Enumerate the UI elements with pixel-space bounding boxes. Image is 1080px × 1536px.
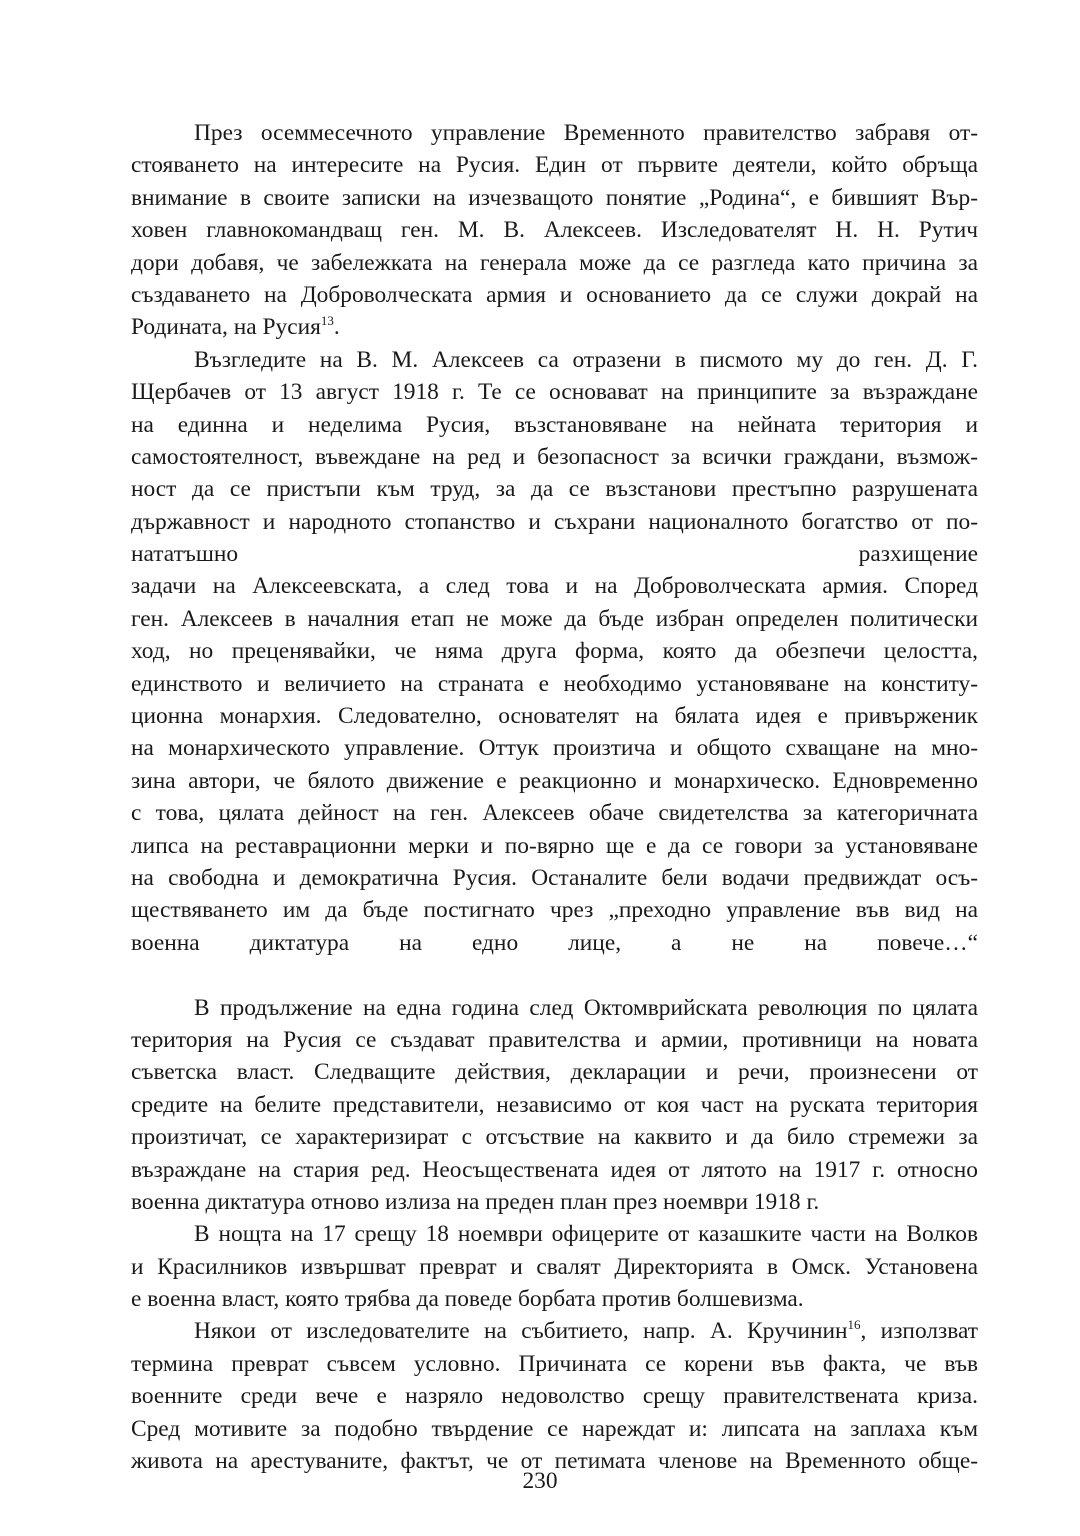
text-line <box>131 1315 978 1347</box>
text-line: на единна и неделима Русия, възстановяване на нейната територия и <box>131 411 978 438</box>
text-line: В нощта на 17 срещу 18 ноември офицерите от казашките части на Волков <box>194 1221 978 1248</box>
text-line: ген. Алексеев в началния етап не може да бъде избран определен политически <box>131 605 978 632</box>
paragraph-4 <box>131 1218 978 1315</box>
text-line: ционна монархия. Следователно, основателят на бялата идея е привърженик <box>131 703 978 730</box>
text-line: ност да се пристъпи към труд, за да се възстанови престъпно разрушената <box>131 476 978 503</box>
text-line <box>131 311 978 343</box>
footnote-ref[interactable]: 13 <box>320 313 334 329</box>
line-text: Някои от изследователите на събитието, напр. А. Кручинин <box>194 1318 848 1345</box>
text-line: ховен главнокомандващ ген. М. В. Алексеев. Изследователят Н. Н. Рутич <box>131 217 978 244</box>
text-line <box>131 570 978 602</box>
text-line: е военна власт, която трябва да поведе борбата против болшевизма. <box>131 1286 804 1313</box>
text-line: дори добавя, че забележката на генерала може да се разгледа като причина за <box>131 249 978 276</box>
paragraph-2 <box>131 344 978 992</box>
text-line: държавност и народното стопанство и съхрани националното богатство от по- <box>131 508 978 535</box>
paragraph-1 <box>131 117 978 344</box>
text-line: произтичат, се характеризират с отсъствие на каквито и да било стремежи за <box>131 1124 978 1151</box>
footnote-ref[interactable]: 16 <box>847 1317 861 1333</box>
line-text: Родината, на Русия <box>131 314 321 341</box>
text-line: живота на арестуваните, фактът, че от петимата членове на Временното обще- <box>131 1448 978 1475</box>
text-line: създаването на Доброволческата армия и основанието да се служи докрай на <box>131 281 978 308</box>
text-line: Щербачев от 13 август 1918 г. Те се основават на принципите за възраждане <box>131 379 978 406</box>
text-line: на монархическото управление. Оттук произтича и общото схващане на мно- <box>131 735 978 762</box>
text-line: на свободна и демократична Русия. Останалите бели водачи предвиждат осъ- <box>131 864 978 891</box>
text-line: През осеммесечното управление Временното правителство забравя от- <box>194 120 978 146</box>
text-line: ход, но преценявайки, че няма друга форма, която да обезпечи целостта, <box>131 638 978 665</box>
text-line: Сред мотивите за подобно твърдение се нареждат и: липсата на заплаха към <box>131 1415 978 1442</box>
text-line: и Красилников извършват преврат и свалят Директорията в Омск. Установена <box>131 1253 978 1280</box>
text-line: възраждане на стария ред. Неосъществената идея от лятото на 1917 г. относно <box>131 1156 978 1183</box>
line-text: задачи на Алексеевската, а след това и на Доброволческата армия. Според <box>131 573 978 600</box>
line-text-after: , използват <box>860 1318 978 1345</box>
text-line: внимание в своите записки на изчезващото понятие „Родина“, е бившият Вър- <box>131 184 978 211</box>
text-line: нататъшно разхищение <box>131 541 978 568</box>
text-line: Възгледите на В. М. Алексеев са отразени в писмото му до ген. Д. Г. <box>194 346 978 373</box>
paragraph-5 <box>131 1315 978 1477</box>
paragraph-3 <box>131 992 978 1219</box>
text-line: военна диктатура на едно лице, а не на повече…“ <box>131 929 978 956</box>
text-line: стояването на интересите на Русия. Един от първите деятели, който обръща <box>131 152 978 179</box>
text-line: ществяването им да бъде постигнато чрез „преходно управление във вид на <box>131 897 978 924</box>
text-line: термина преврат съвсем условно. Причината се корени във факта, че във <box>131 1350 978 1377</box>
text-line: зина автори, че бялото движение е реакционно и монархическо. Едновременно <box>131 767 978 794</box>
text-line: с това, цялата дейност на ген. Алексеев обаче свидетелства за категоричната <box>131 800 978 827</box>
text-line: средите на белите представители, независимо от коя част на руската територия <box>131 1091 978 1118</box>
text-line: липса на реставрационни мерки и по-вярно ще е да се говори за установяване <box>131 832 978 859</box>
page-number: 230 <box>522 1468 558 1494</box>
text-line: единството и величието на страната е необходимо установяване на конститу- <box>131 670 978 697</box>
text-line: съветска власт. Следващите действия, декларации и речи, произнесени от <box>131 1059 978 1086</box>
text-line <box>131 959 978 991</box>
text-line: В продължение на една година след Октомврийската революция по цялата <box>194 994 978 1021</box>
line-text-after: . <box>333 314 340 341</box>
text-line: военните среди вече е назряло недоволство срещу правителствената криза. <box>131 1383 978 1410</box>
page-body <box>131 117 978 1477</box>
text-line: самостоятелност, въвеждане на ред и безопасност за всички граждани, възмож- <box>131 443 978 470</box>
text-line: територия на Русия се създават правителства и армии, противници на новата <box>131 1026 978 1053</box>
text-line: военна диктатура отново излиза на преден план през ноември 1918 г. <box>131 1188 820 1215</box>
